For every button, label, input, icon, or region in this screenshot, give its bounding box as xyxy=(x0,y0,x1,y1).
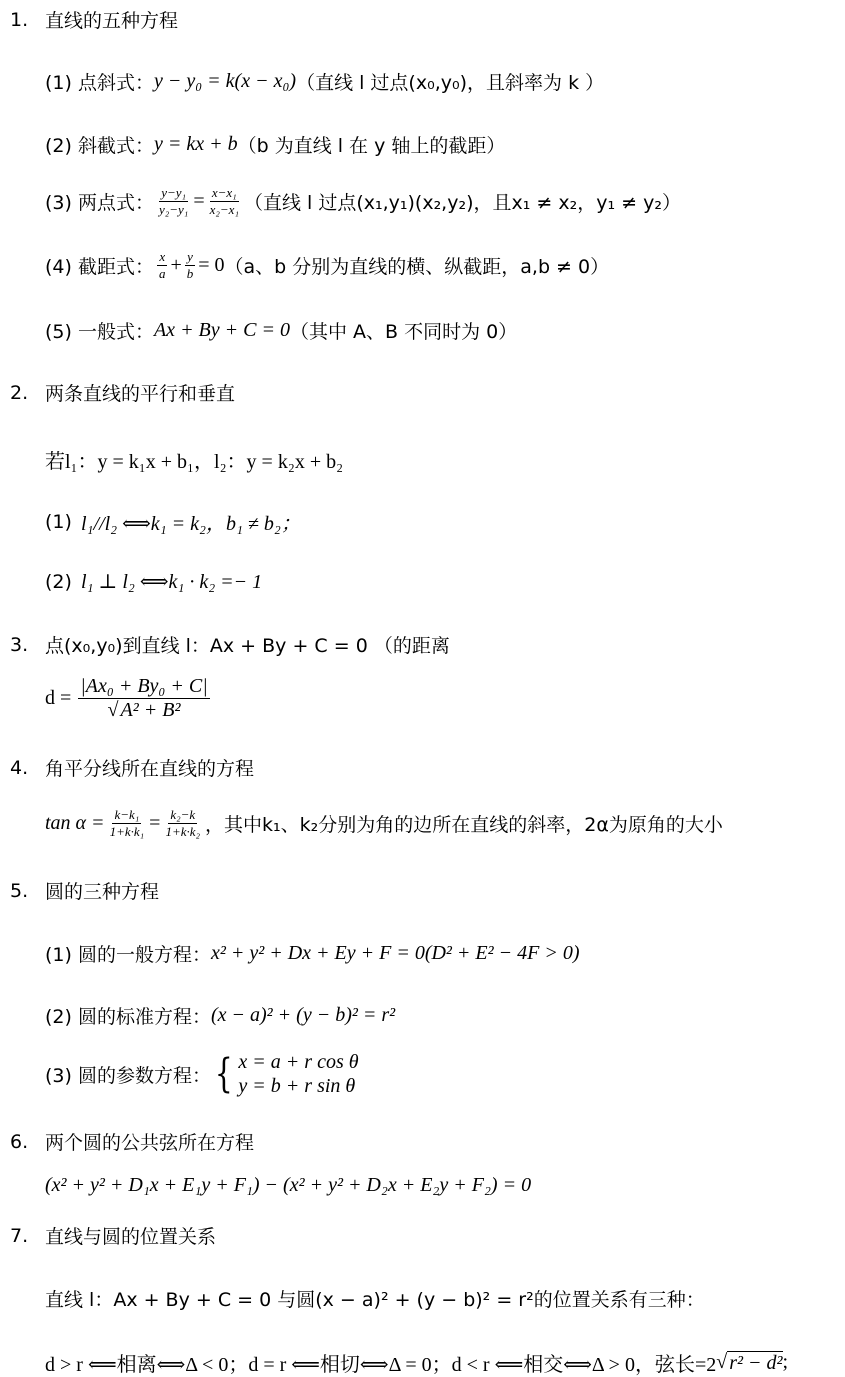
point-slope-form xyxy=(45,68,604,95)
denominator: y₂−y₁ xyxy=(158,201,189,217)
item-label: (5) 一般式： xyxy=(45,321,154,343)
section-number: 5. xyxy=(10,879,29,902)
formula-tail: = 0 xyxy=(198,253,225,276)
numerator: y−y₁ xyxy=(161,185,187,200)
equation-system xyxy=(238,1050,358,1098)
section-7-heading xyxy=(0,1222,216,1249)
formula: l₁ ⊥ l₂ ⟺k₁ · k₂ =− 1 xyxy=(81,571,263,593)
formula: x² + y² + Dx + Ey + F = 0(D² + E² − 4F > 0) xyxy=(210,942,580,964)
perpendicular-condition xyxy=(45,569,262,594)
fraction xyxy=(157,250,168,280)
common-chord-equation xyxy=(45,1174,531,1197)
section-4-heading xyxy=(0,754,254,781)
circle-general-equation xyxy=(45,940,580,967)
numerator: k−k₁ xyxy=(114,807,140,822)
cases-text: d > r ⟸相离⟺Δ < 0；d = r ⟸相切⟺Δ = 0；d < r ⟸相交⟺Δ > 0，弦长=2 xyxy=(45,1354,717,1376)
two-lines-condition xyxy=(45,445,343,474)
numerator: x−x₁ xyxy=(211,185,237,200)
fraction xyxy=(208,186,241,216)
section-number: 3. xyxy=(10,633,29,656)
item-label: (3) 两点式： xyxy=(45,191,154,214)
denominator: x₂−x₁ xyxy=(209,201,239,217)
section-3-heading xyxy=(0,631,450,658)
section-number: 7. xyxy=(10,1224,29,1247)
equation-line: x = a + r cos θ xyxy=(238,1051,359,1073)
denominator: √ A² + B² xyxy=(107,699,181,721)
circle-standard-equation xyxy=(45,1002,395,1029)
denominator: a xyxy=(158,265,166,281)
formula: y − y₀ = k(x − x₀) xyxy=(153,70,297,92)
item-note: （其中 A、B 不同时为 0） xyxy=(289,321,518,343)
angle-bisector-formula: tan α = $\frac{\text{k−k₁}}{\text{1+k·k₁}}$ = $\frac{\text{k₂−k}}{\text{1+k·k₂}}$ ，其中k₁、k₂分别为角的边所在直线的斜率，2α为原角的大小 xyxy=(45,807,723,839)
numerator: y xyxy=(187,249,193,264)
formula: l₁//l₂ ⟺k₁ = k₂，b₁ ≠ b₂； xyxy=(81,513,301,535)
section-number: 4. xyxy=(10,756,29,779)
item-label: (1) 点斜式： xyxy=(45,72,154,94)
section-5-heading xyxy=(0,877,159,904)
section-title: 角平分线所在直线的方程 xyxy=(45,758,255,780)
intro-text: 直线 l：Ax + By + C = 0 与圆(x − a)² + (y − b)² = r²的位置关系有三种： xyxy=(45,1289,705,1311)
item-label: (1) xyxy=(45,510,72,533)
section-6-heading xyxy=(0,1128,254,1155)
parallel-condition xyxy=(45,507,301,536)
item-label: (2) xyxy=(45,570,72,593)
fraction xyxy=(157,186,190,216)
section-title: 直线的五种方程 xyxy=(45,10,179,32)
equation-line: y = b + r sin θ xyxy=(238,1075,356,1097)
denominator: 1+k·k₁ xyxy=(109,823,145,839)
chord-radicand: r² − d² xyxy=(729,1351,783,1374)
line-circle-cases xyxy=(45,1348,788,1377)
condition-text: 若l₁：y = k₁x + b₁，l₂：y = k₂x + b₂ xyxy=(45,451,344,473)
item-label: (2) 圆的标准方程： xyxy=(45,1006,211,1028)
fraction xyxy=(108,808,147,838)
section-number: 6. xyxy=(10,1130,29,1153)
item-label: (3) 圆的参数方程： xyxy=(45,1064,211,1087)
circle-parametric-equation xyxy=(45,1050,359,1098)
section-title: 两个圆的公共弦所在方程 xyxy=(45,1132,255,1154)
fraction xyxy=(163,808,202,838)
numerator: |Ax₀ + By₀ + C| xyxy=(80,675,208,697)
item-note: （b 为直线 l 在 y 轴上的截距） xyxy=(237,135,506,157)
item-note: （a、b 分别为直线的横、纵截距，a,b ≠ 0） xyxy=(224,255,610,278)
item-note: （直线 l 过点(x₀,y₀)，且斜率为 k ） xyxy=(296,72,605,94)
formula: y = kx + b xyxy=(153,133,238,155)
item-label: (4) 截距式： xyxy=(45,255,154,278)
denominator: 1+k·k₂ xyxy=(165,823,201,839)
intercept-form: (4) 截距式： $\frac{x}{a}$ + $\frac{y}{b}$ = 0 （a、b 分别为直线的横、纵截距，a,b ≠ 0） xyxy=(45,249,610,281)
formula-lead: tan α = xyxy=(45,811,105,834)
section-number: 1. xyxy=(10,8,29,31)
left-brace: { xyxy=(214,1051,233,1097)
section-title: 直线与圆的位置关系 xyxy=(45,1226,217,1248)
slope-intercept-form xyxy=(45,131,505,158)
numerator: x xyxy=(159,249,166,264)
item-label: (2) 斜截式： xyxy=(45,135,154,157)
cases-tail: ; xyxy=(782,1351,789,1373)
section-2-heading xyxy=(0,379,235,406)
two-point-form: (3) 两点式： $\frac{\text{y−y₁}}{\text{y₂−y₁}}$ = $\frac{\text{x−x₁}}{\text{x₂−x₁}}$ （直线 l 过点(x₁,y₁)(x₂,y₂)，且x₁ ≠ x₂，y₁ ≠ y₂） xyxy=(45,185,681,217)
formula-note: ，其中k₁、k₂分别为角的边所在直线的斜率，2α为原角的大小 xyxy=(205,813,723,836)
section-1-heading xyxy=(0,6,178,33)
item-label: (1) 圆的一般方程： xyxy=(45,944,211,966)
denominator: b xyxy=(186,265,194,281)
formula: (x² + y² + D₁x + E₁y + F₁) − (x² + y² + D₂x + E₂y + F₂) = 0 xyxy=(45,1174,532,1196)
formula: Ax + By + C = 0 xyxy=(153,319,290,341)
section-number: 2. xyxy=(10,381,29,404)
item-note: （直线 l 过点(x₁,y₁)(x₂,y₂)，且x₁ ≠ x₂，y₁ ≠ y₂） xyxy=(243,191,681,214)
section-title: 圆的三种方程 xyxy=(45,881,160,903)
radicand: A² + B² xyxy=(120,699,181,721)
section-title: 点(x₀,y₀)到直线 l：Ax + By + C = 0 （的距离 xyxy=(45,635,450,657)
distance-fraction xyxy=(78,676,209,721)
formula: (x − a)² + (y − b)² = r² xyxy=(210,1004,396,1026)
distance-label: d = xyxy=(45,687,72,709)
numerator: k₂−k xyxy=(170,807,196,822)
sqrt-sign: √ xyxy=(716,1351,728,1373)
general-form xyxy=(45,317,517,344)
section-title: 两条直线的平行和垂直 xyxy=(45,383,236,405)
line-circle-intro xyxy=(45,1285,705,1312)
distance-formula xyxy=(45,676,213,721)
fraction xyxy=(185,250,196,280)
